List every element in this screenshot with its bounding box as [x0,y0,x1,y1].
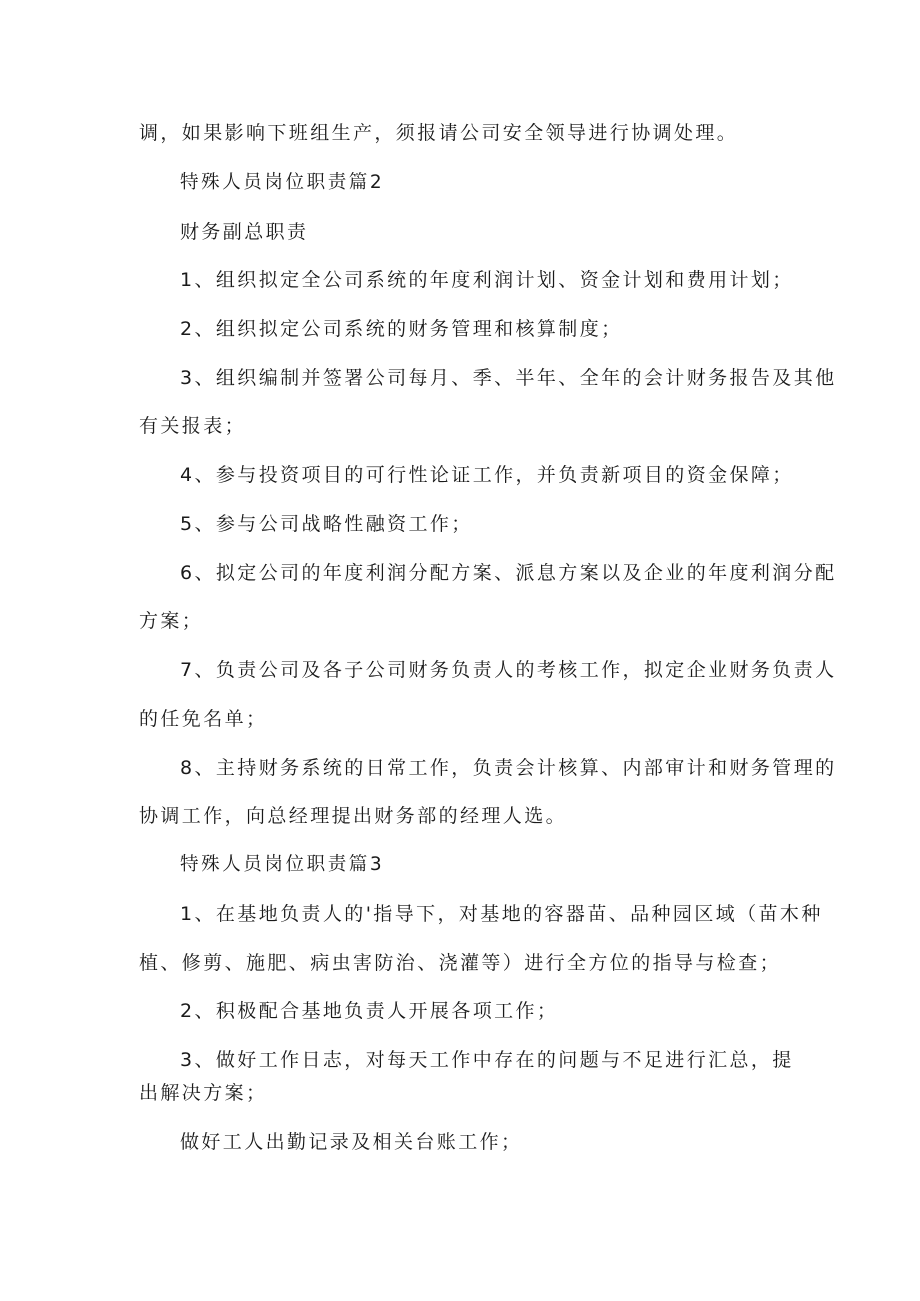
list-item: 3、组织编制并签署公司每月、季、半年、全年的会计财务报告及其他 [180,367,837,389]
section-heading: 特殊人员岗位职责篇3 [180,854,385,875]
list-item-continuation: 出解决方案； [139,1082,268,1104]
list-item: 1、组织拟定全公司系统的年度利润计划、资金计划和费用计划； [180,269,794,291]
subsection-title: 财务副总职责 [180,221,309,243]
list-item: 5、参与公司战略性融资工作； [180,513,473,535]
list-item: 4、参与投资项目的可行性论证工作，并负责新项目的资金保障； [180,464,794,486]
list-item: 3、做好工作日志，对每天工作中存在的问题与不足进行汇总，提 [180,1049,794,1071]
list-item: 7、负责公司及各子公司财务负责人的考核工作，拟定企业财务负责人 [180,659,837,681]
list-item: 2、积极配合基地负责人开展各项工作； [180,1000,559,1022]
list-item: 8、主持财务系统的日常工作，负责会计核算、内部审计和财务管理的 [180,757,837,779]
section-heading: 特殊人员岗位职责篇2 [180,172,385,193]
list-item: 1、在基地负责人的'指导下，对基地的容器苗、品种园区域（苗木种 [180,903,823,925]
list-item-continuation: 协调工作，向总经理提出财务部的经理人选。 [139,805,568,827]
list-item: 2、组织拟定公司系统的财务管理和核算制度； [180,318,623,340]
list-item-continuation: 的任免名单； [139,708,268,730]
list-item-continuation: 有关报表； [139,415,247,437]
list-item-continuation: 植、修剪、施肥、病虫害防治、浇灌等）进行全方位的指导与检查； [139,952,782,974]
text-line: 调，如果影响下班组生产，须报请公司安全领导进行协调处理。 [139,122,739,144]
list-item-continuation: 方案； [139,610,204,632]
list-item: 6、拟定公司的年度利润分配方案、派息方案以及企业的年度利润分配 [180,562,837,584]
list-item: 做好工人出勤记录及相关台账工作； [180,1131,523,1153]
